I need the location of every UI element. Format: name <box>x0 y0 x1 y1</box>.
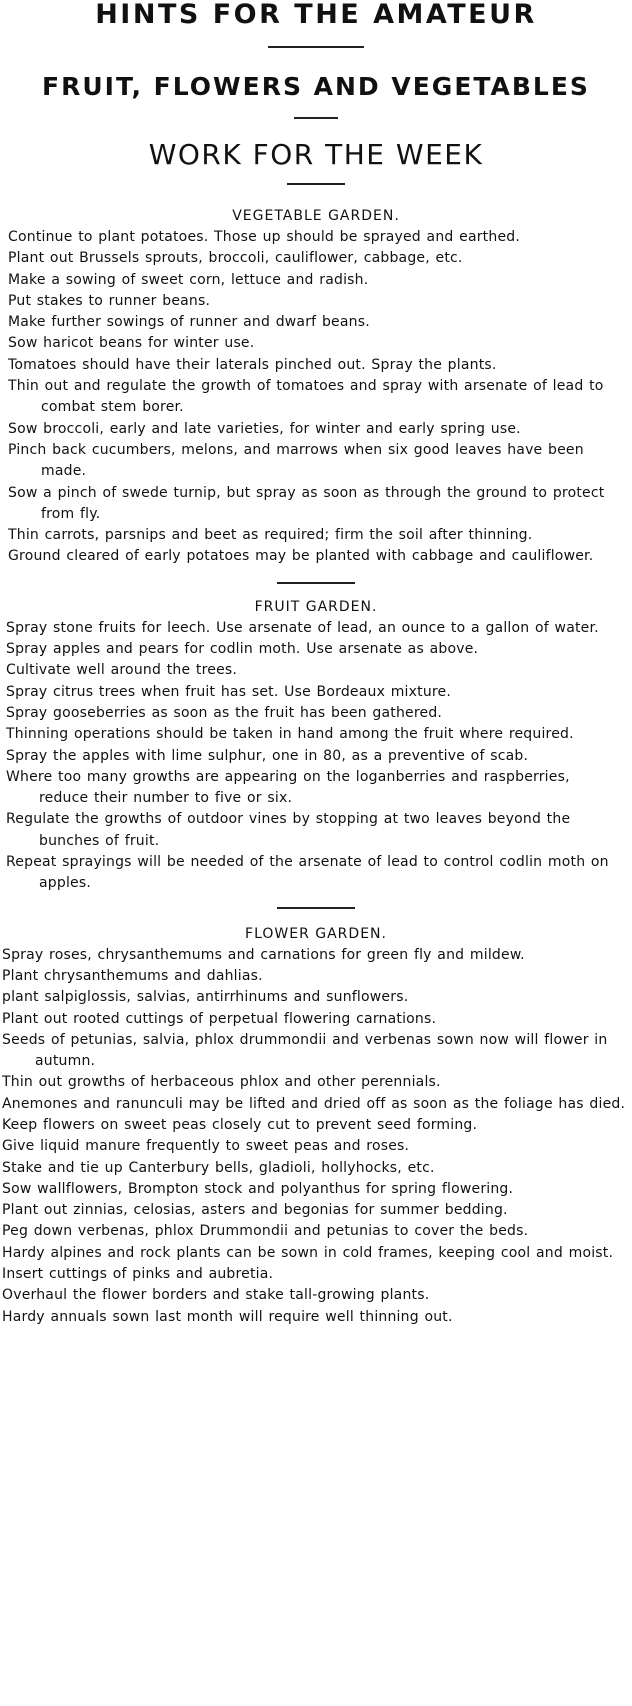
title-divider <box>268 46 364 48</box>
list-item: Spray the apples with lime sulphur, one in 80, as a preventive of scab. <box>6 747 529 764</box>
section-title: WORK FOR THE WEEK <box>148 138 484 171</box>
list-item: Spray gooseberries as soon as the fruit has been gathered. <box>6 704 443 721</box>
list-item: Spray stone fruits for leech. Use arsenate of lead, an ounce to a gallon of water. <box>6 619 599 636</box>
list-item: Spray citrus trees when fruit has set. Use Bordeaux mixture. <box>6 683 451 700</box>
subtitle: FRUIT, FLOWERS AND VEGETABLES <box>42 72 590 101</box>
list-item: Regulate the growths of outdoor vines by stopping at two leaves beyond the bunches of fruit. <box>6 811 571 849</box>
list-item: Peg down verbenas, phlox Drummondii and petunias to cover the beds. <box>2 1223 529 1240</box>
section-title-divider <box>287 183 345 185</box>
fruit-garden-heading: FRUIT GARDEN. <box>254 598 378 615</box>
list-item: Sow a pinch of swede turnip, but spray as soon as through the ground to protect from fly. <box>8 484 605 522</box>
list-item: Give liquid manure frequently to sweet peas and roses. <box>2 1138 410 1155</box>
list-item: Hardy annuals sown last month will require well thinning out. <box>2 1308 453 1325</box>
list-item: plant salpiglossis, salvias, antirrhinums and sunflowers. <box>2 989 409 1006</box>
list-item: Put stakes to runner beans. <box>8 292 211 309</box>
fruit-garden-list <box>0 618 632 895</box>
list-item: Overhaul the flower borders and stake tall-growing plants. <box>2 1287 430 1304</box>
vegetable-garden-list <box>0 227 632 568</box>
vegetable-garden-heading: VEGETABLE GARDEN. <box>232 208 400 224</box>
list-item: Sow wallflowers, Brompton stock and polyanthus for spring flowering. <box>2 1180 514 1197</box>
list-item: Thin out growths of herbaceous phlox and other perennials. <box>2 1074 441 1091</box>
list-item: Continue to plant potatoes. Those up should be sprayed and earthed. <box>8 229 520 245</box>
list-item: Hardy alpines and rock plants can be sown in cold frames, keeping cool and moist. <box>2 1244 614 1261</box>
list-item: Seeds of petunias, salvia, phlox drummondii and verbenas sown now will flower in autumn. <box>2 1031 608 1070</box>
list-item: Spray apples and pears for codlin moth. Use arsenate as above. <box>6 641 479 658</box>
list-item: Keep flowers on sweet peas closely cut to prevent seed forming. <box>2 1116 478 1133</box>
list-item: Stake and tie up Canterbury bells, gladioli, hollyhocks, etc. <box>2 1159 435 1176</box>
list-item: Thin out and regulate the growth of tomatoes and spray with arsenate of lead to combat stem borer. <box>8 378 604 416</box>
flower-garden-heading: FLOWER GARDEN. <box>245 925 387 942</box>
section-divider <box>277 582 355 584</box>
list-item: Cultivate well around the trees. <box>6 662 238 679</box>
subtitle-divider <box>294 117 338 119</box>
list-item: Repeat sprayings will be needed of the arsenate of lead to control codlin moth on apples. <box>6 854 609 892</box>
list-item: Sow haricot beans for winter use. <box>8 335 255 352</box>
list-item: Sow broccoli, early and late varieties, for winter and early spring use. <box>8 420 521 437</box>
list-item: Plant chrysanthemums and dahlias. <box>2 967 263 984</box>
list-item: Ground cleared of early potatoes may be planted with cabbage and cauliflower. <box>8 548 594 565</box>
list-item: Thinning operations should be taken in hand among the fruit where required. <box>6 726 574 743</box>
list-item: Make a sowing of sweet corn, lettuce and radish. <box>8 271 369 288</box>
list-item: Thin carrots, parsnips and beet as required; firm the soil after thinning. <box>8 527 533 544</box>
main-title: HINTS FOR THE AMATEUR <box>95 0 537 30</box>
list-item: Plant out rooted cuttings of perpetual flowering carnations. <box>2 1010 437 1027</box>
list-item: Tomatoes should have their laterals pinched out. Spray the plants. <box>8 356 497 373</box>
section-divider <box>277 907 355 909</box>
list-item: Anemones and ranunculi may be lifted and dried off as soon as the foliage has died. <box>2 1095 626 1112</box>
list-item: Pinch back cucumbers, melons, and marrows when six good leaves have been made. <box>8 441 584 480</box>
list-item: Plant out zinnias, celosias, asters and begonias for summer bedding. <box>2 1202 508 1219</box>
flower-garden-list <box>0 945 632 1328</box>
list-item: Make further sowings of runner and dwarf beans. <box>8 314 370 331</box>
list-item: Where too many growths are appearing on the loganberries and raspberries, reduce their number to five or six. <box>6 768 570 807</box>
list-item: Insert cuttings of pinks and aubretia. <box>2 1266 274 1283</box>
list-item: Plant out Brussels sprouts, broccoli, cauliflower, cabbage, etc. <box>8 250 463 267</box>
list-item: Spray roses, chrysanthemums and carnations for green fly and mildew. <box>2 946 525 963</box>
